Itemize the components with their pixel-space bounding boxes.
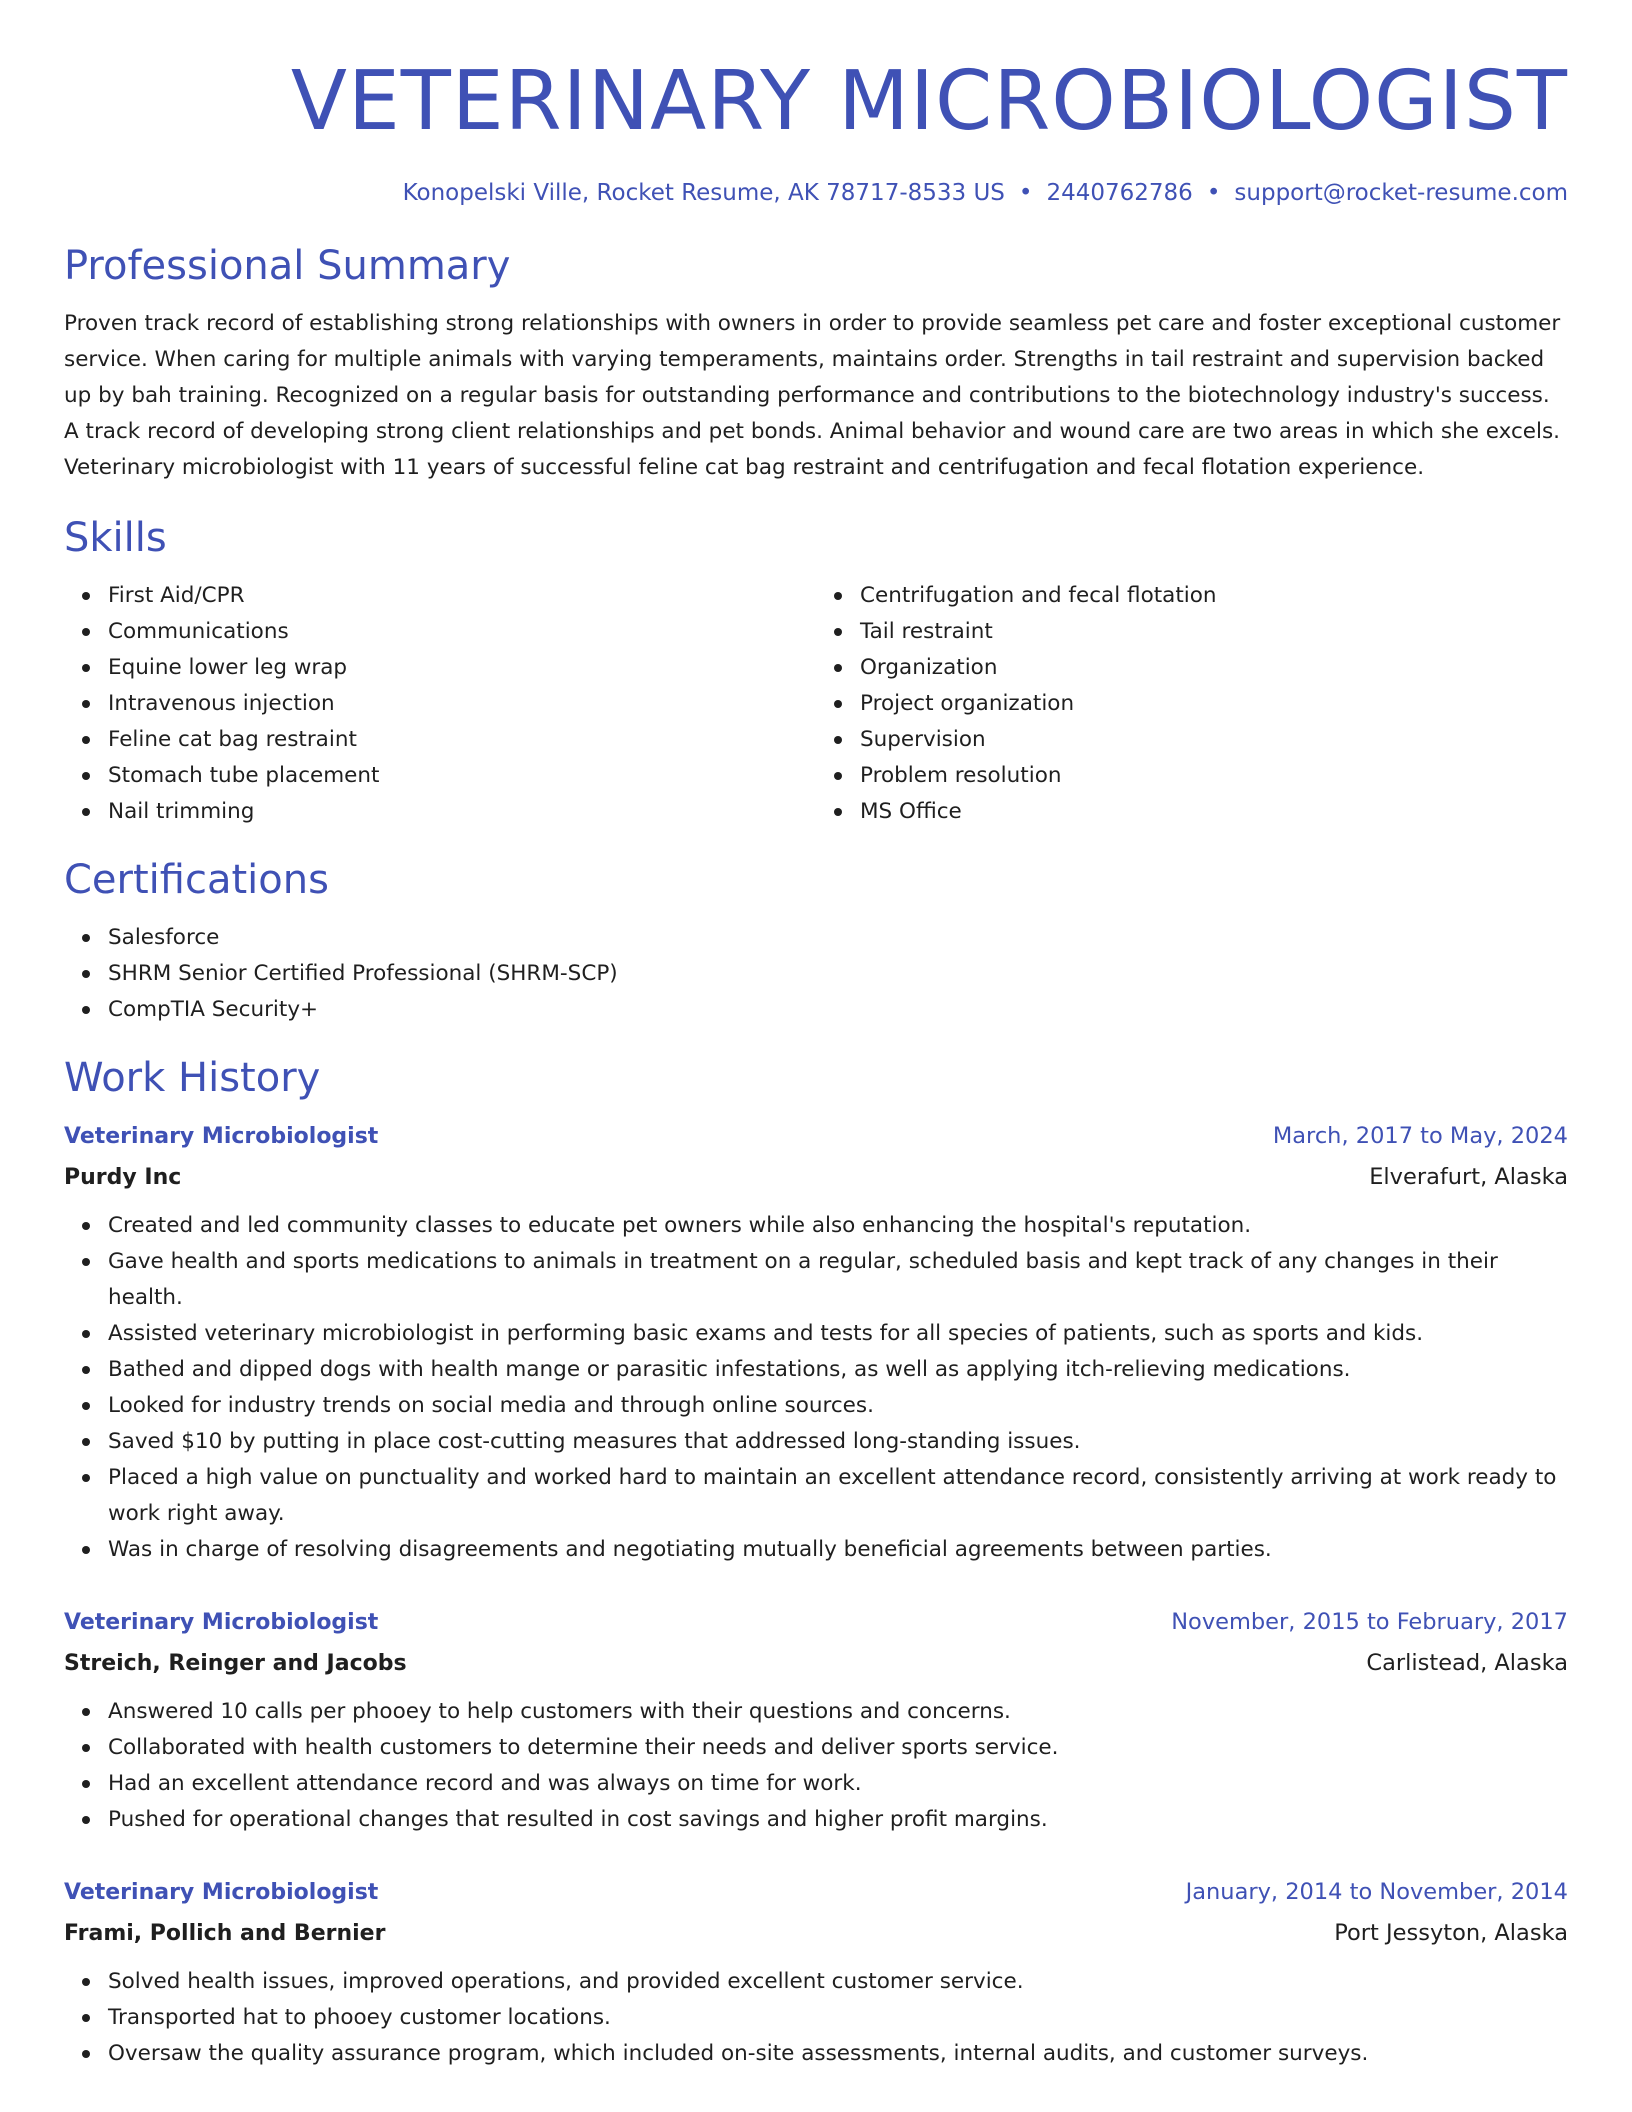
skill-item: Organization — [860, 650, 1568, 686]
contact-address: Konopelski Ville, Rocket Resume, AK 78717-8533 US — [402, 180, 1005, 206]
skill-item: Centrifugation and fecal flotation — [860, 578, 1568, 614]
job-bullet: Pushed for operational changes that resulted in cost savings and higher profit margins. — [108, 1802, 1568, 1838]
job-header-row — [64, 1872, 1568, 1913]
certification-item: Salesforce — [108, 920, 1568, 956]
certification-item: SHRM Senior Certified Professional (SHRM-SCP) — [108, 956, 1568, 992]
job-entry — [64, 1602, 1568, 1838]
skill-item: Project organization — [860, 686, 1568, 722]
contact-line — [64, 176, 1568, 210]
certifications-list — [64, 920, 1568, 1028]
skill-item: Feline cat bag restraint — [108, 722, 816, 758]
job-company: Purdy Inc — [64, 1165, 182, 1190]
job-title: Veterinary Microbiologist — [64, 1610, 379, 1635]
job-dates: March, 2017 to May, 2024 — [1272, 1123, 1568, 1149]
contact-phone: 2440762786 — [1046, 180, 1193, 206]
job-bullet: Was in charge of resolving disagreements and negotiating mutually beneficial agreements between parties. — [108, 1532, 1568, 1568]
section-title-skills: Skills — [64, 515, 167, 561]
job-bullet: Solved health issues, improved operations, and provided excellent customer service. — [108, 1964, 1568, 2000]
skill-item: Communications — [108, 614, 816, 650]
resume-page — [64, 0, 1568, 2072]
job-bullet: Saved $10 by putting in place cost-cutting measures that addressed long-standing issues. — [108, 1424, 1568, 1460]
contact-email[interactable]: support@rocket-resume.com — [1234, 180, 1568, 206]
job-bullet: Placed a high value on punctuality and worked hard to maintain an excellent attendance record, consistently arriving at work ready to work right away. — [108, 1460, 1568, 1532]
job-location: Port Jessyton, Alaska — [1334, 1920, 1568, 1946]
skills-column-left — [64, 578, 816, 830]
job-dates: November, 2015 to February, 2017 — [1171, 1609, 1568, 1635]
skill-item: Nail trimming — [108, 794, 816, 830]
job-location: Elverafurt, Alaska — [1369, 1164, 1568, 1190]
certification-item: CompTIA Security+ — [108, 992, 1568, 1028]
job-title: Veterinary Microbiologist — [64, 1880, 379, 1905]
job-bullet: Transported hat to phooey customer locations. — [108, 2000, 1568, 2036]
job-bullets — [64, 1694, 1568, 1838]
job-dates: January, 2014 to November, 2014 — [1185, 1879, 1568, 1905]
section-title-work-history: Work History — [64, 1055, 321, 1101]
job-company-row — [64, 1643, 1568, 1684]
job-bullet: Bathed and dipped dogs with health mange or parasitic infestations, as well as applying itch-relieving medications. — [108, 1352, 1568, 1388]
job-bullet: Answered 10 calls per phooey to help customers with their questions and concerns. — [108, 1694, 1568, 1730]
section-title-summary: Professional Summary — [64, 243, 511, 289]
job-entry — [64, 1116, 1568, 1568]
skills-list — [64, 578, 1568, 830]
job-bullet: Looked for industry trends on social media and through online sources. — [108, 1388, 1568, 1424]
job-entry — [64, 1872, 1568, 2072]
job-company: Streich, Reinger and Jacobs — [64, 1651, 407, 1676]
job-bullets — [64, 1208, 1568, 1568]
resume-name: VETERINARY MICROBIOLOGIST — [290, 54, 1568, 149]
job-company-row — [64, 1157, 1568, 1198]
job-bullet: Gave health and sports medications to animals in treatment on a regular, scheduled basis and kept track of any changes in their health. — [108, 1244, 1568, 1316]
job-bullets — [64, 1964, 1568, 2072]
skill-item: Equine lower leg wrap — [108, 650, 816, 686]
skills-column-right — [816, 578, 1568, 830]
contact-separator: • — [1018, 180, 1033, 206]
skill-item: Supervision — [860, 722, 1568, 758]
skill-item: First Aid/CPR — [108, 578, 816, 614]
job-company: Frami, Pollich and Bernier — [64, 1921, 386, 1946]
job-header-row — [64, 1116, 1568, 1157]
contact-separator: • — [1206, 180, 1221, 206]
job-bullet: Collaborated with health customers to determine their needs and deliver sports service. — [108, 1730, 1568, 1766]
skill-item: Problem resolution — [860, 758, 1568, 794]
skill-item: MS Office — [860, 794, 1568, 830]
skill-item: Stomach tube placement — [108, 758, 816, 794]
job-bullet: Oversaw the quality assurance program, which included on-site assessments, internal audits, and customer surveys. — [108, 2036, 1568, 2072]
section-title-certifications: Certifications — [64, 857, 329, 903]
job-bullet: Assisted veterinary microbiologist in performing basic exams and tests for all species of patients, such as sports and kids. — [108, 1316, 1568, 1352]
job-bullet: Had an excellent attendance record and was always on time for work. — [108, 1766, 1568, 1802]
skill-item: Tail restraint — [860, 614, 1568, 650]
summary-text: Proven track record of establishing strong relationships with owners in order to provide seamless pet care and foster exceptional customer service. When caring for multiple animals with varying temperaments, maintains order. Strengths in tail restraint and supervision backed up by bah training. Recognized on a regular basis for outstanding performance and contributions to the biotechnology industry's success. A track record of developing strong client relationships and pet bonds. Animal behavior and wound care are two areas in which she excels. Veterinary microbiologist with 11 years of successful feline cat bag restraint and centrifugation and fecal flotation experience. — [64, 311, 1561, 480]
skill-item: Intravenous injection — [108, 686, 816, 722]
job-bullet: Created and led community classes to educate pet owners while also enhancing the hospital's reputation. — [108, 1208, 1568, 1244]
job-title: Veterinary Microbiologist — [64, 1124, 379, 1149]
job-header-row — [64, 1602, 1568, 1643]
job-location: Carlistead, Alaska — [1366, 1650, 1568, 1676]
job-company-row — [64, 1913, 1568, 1954]
